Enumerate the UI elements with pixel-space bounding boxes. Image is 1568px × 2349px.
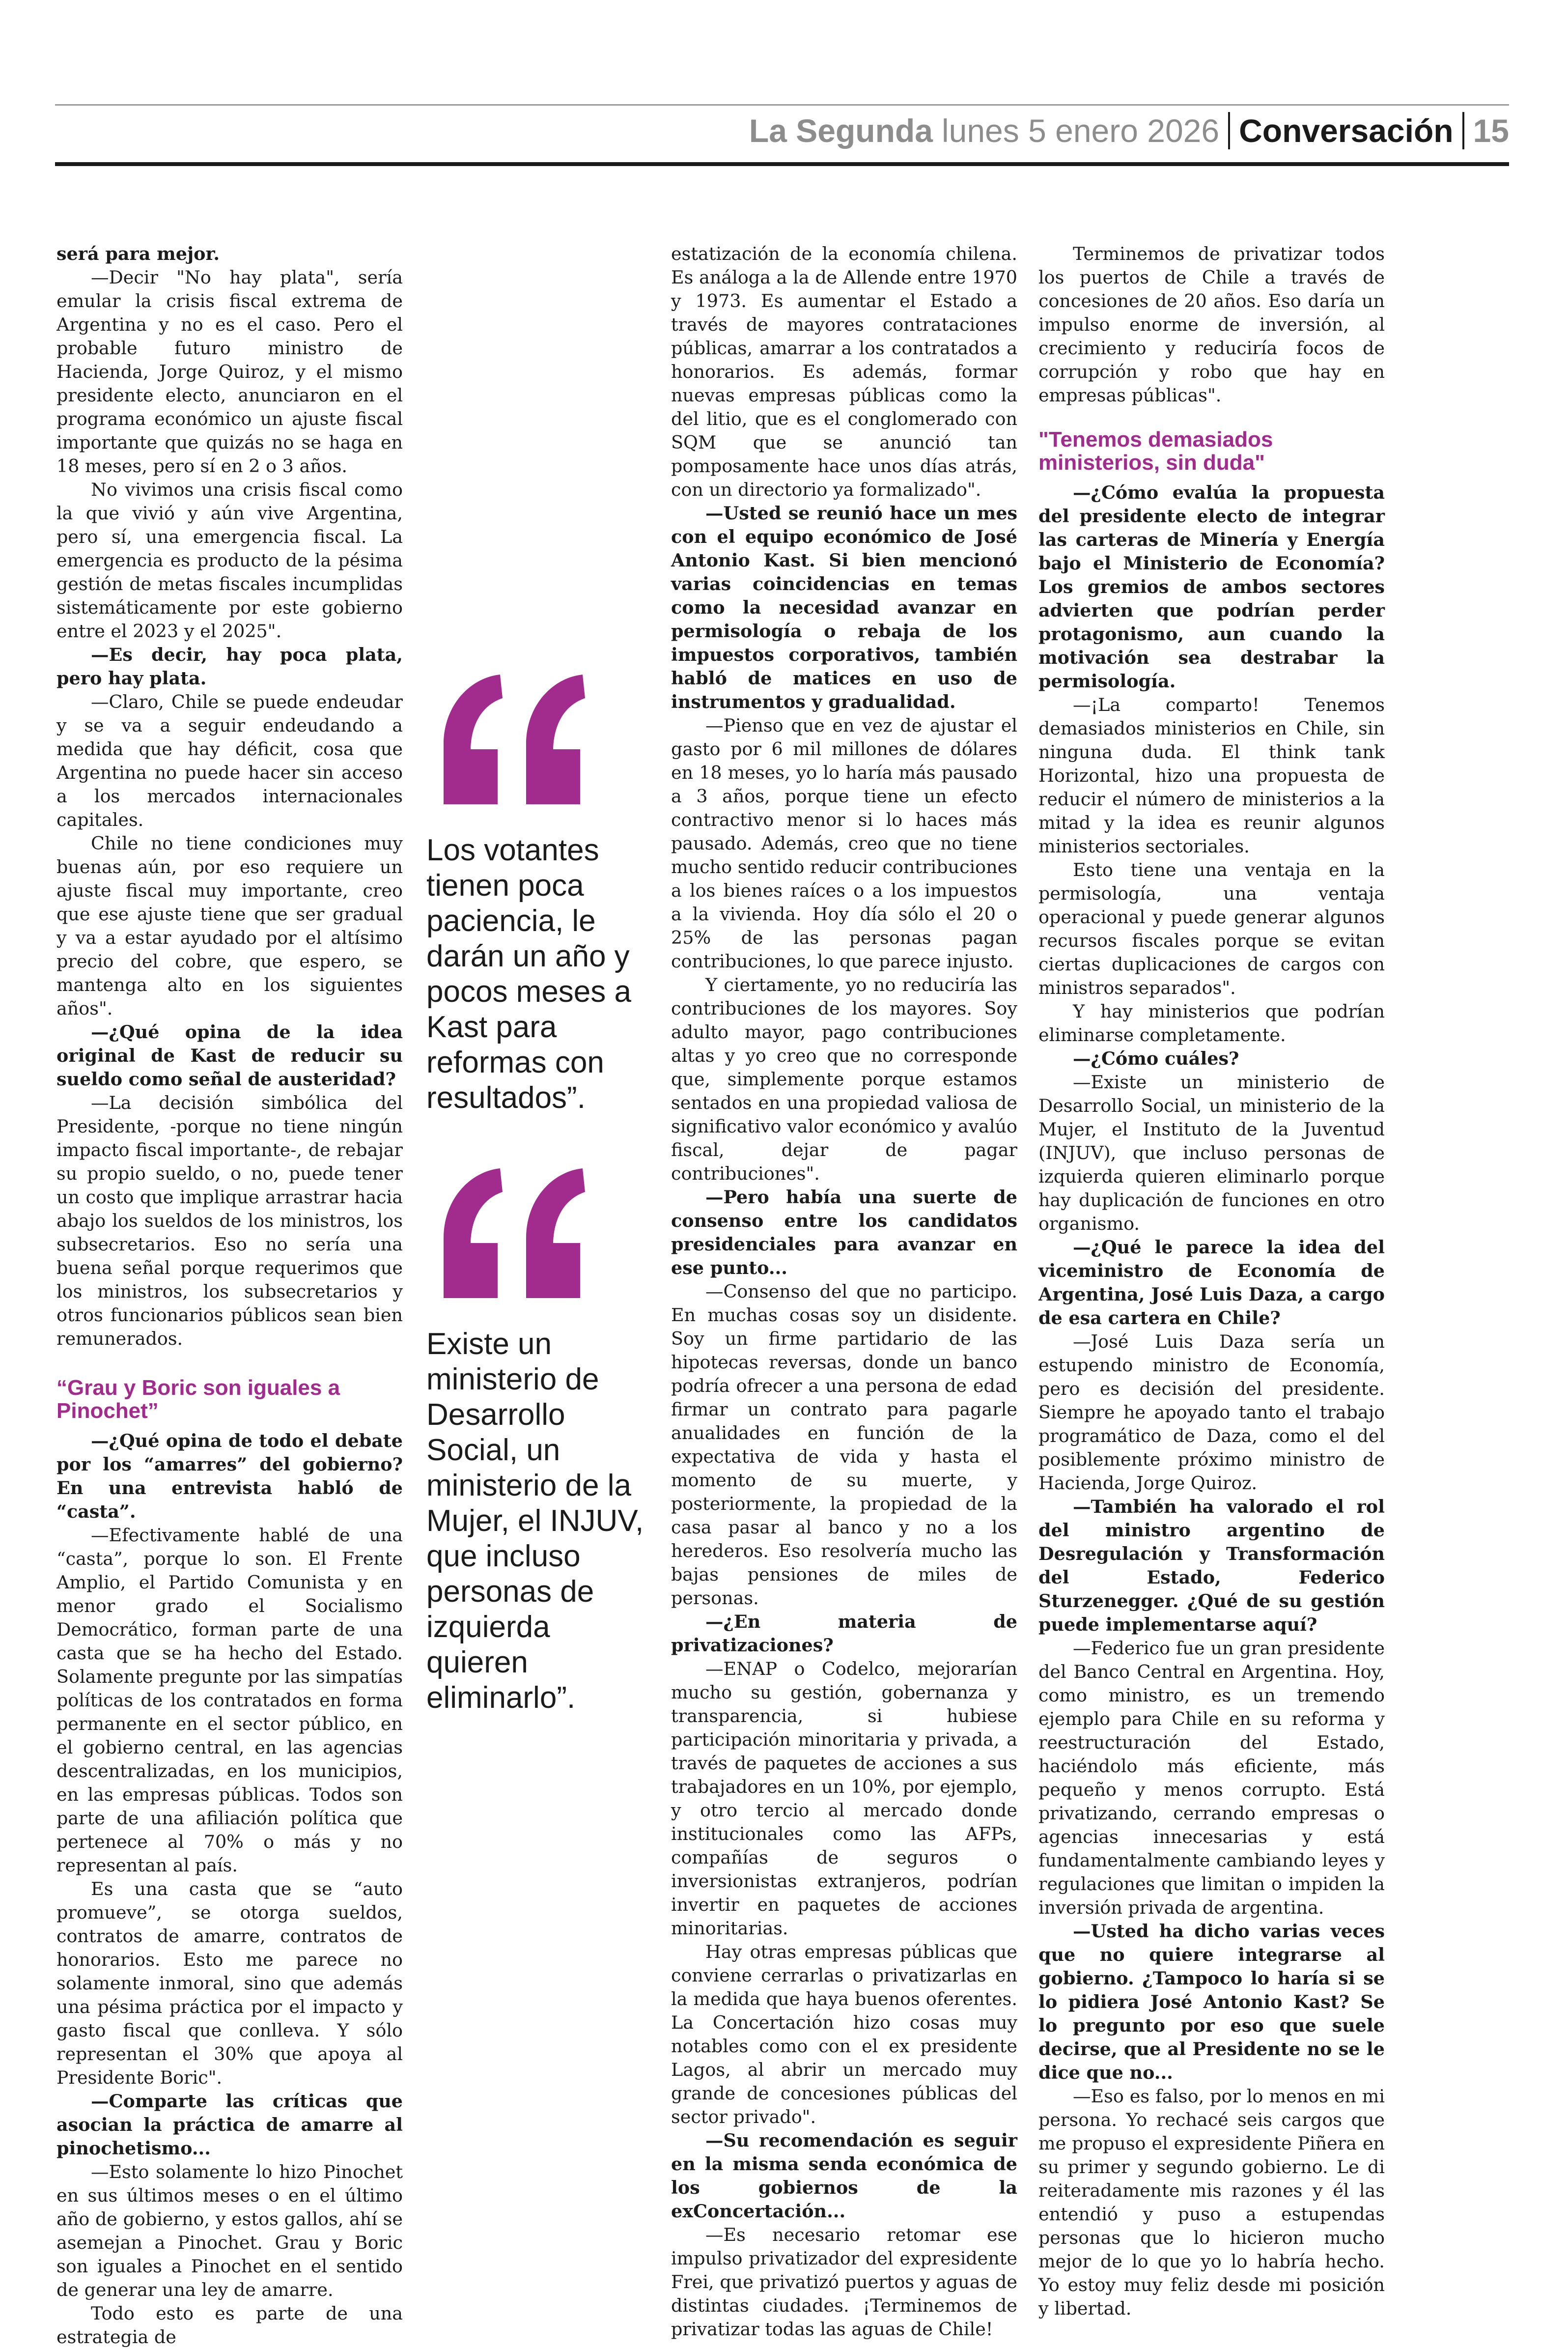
answer-paragraph: Esto tiene una ventaja en la permisología, una ventaja operacional y puede generar algunos recursos fiscales porque se evitan ciertas duplicaciones de cargos con ministros separados". [1038, 859, 1385, 998]
answer-continuation: estatización de la economía chilena. Es análoga a la de Allende entre 1970 y 1973. Es aumentar el Estado a través de mayores contrataciones públicas, amarrar a los contratados a honorarios. Es además, formar nuevas empresas públicas como la del litio, que es el conglomerado con SQM que se anunció tan pomposamente hace unos días atrás, con un directorio ya formalizado". [671, 243, 1017, 500]
quote-mark-icon [426, 666, 588, 813]
header-masthead [749, 112, 1509, 149]
newspaper-name: La Segunda [749, 113, 933, 149]
answer-paragraph: —Decir "No hay plata", sería emular la crisis fiscal extrema de Argentina y no es el caso. Pero el probable futuro ministro de Hacienda, Jorge Quiroz, y el mismo presidente electo, anunciaron en el programa económico un ajuste fiscal importante que quizás no se haga en 18 meses, pero sí en 2 o 3 años. [56, 267, 403, 477]
subheading: “Grau y Boric son iguales a Pinochet” [56, 1376, 340, 1423]
answer-paragraph: —La decisión simbólica del Presidente, -porque no tiene ningún impacto fiscal importante-, de rebajar su propio sueldo, o no, puede tener un costo que implique arrastrar hacia abajo los sueldos de los ministros, los subsecretarios. Eso no sería una buena señal porque requerimos que los ministros, los subsecretarios y otros funcionarios públicos sean bien remunerados. [56, 1092, 403, 1349]
page-number: 15 [1473, 113, 1509, 149]
pullquote-text: Los votantes tienen poca paciencia, le darán un año y pocos meses a Kast para reformas con resultados”. [426, 833, 631, 1115]
subheading: "Tenemos demasiados ministerios, sin duda" [1038, 427, 1273, 475]
page-header [55, 109, 1509, 163]
header-separator [1228, 112, 1230, 149]
header-rule [55, 162, 1509, 166]
answer-paragraph: —ENAP o Codelco, mejorarían mucho su gestión, gobernanza y transparencia, si hubiese participación minoritaria y privada, a través de paquetes de acciones a sus trabajadores en un 10%, por ejemplo, y otro tercio al mercado donde institucionales como las AFPs, compañías de seguros o inversionistas extranjeros, podrían invertir en paquetes de acciones minoritarias. [671, 1658, 1017, 1939]
article-column-2 [671, 242, 1017, 2341]
answer-paragraph: —Eso es falso, por lo menos en mi persona. Yo rechacé seis cargos que me propuso el expresidente Piñera en su primer y segundo gobierno. Le di reiteradamente mis razones y él las entendió y puso a estupendas personas que lo hicieron mucho mejor de lo que yo lo habría hecho. Yo estoy muy feliz desde mi posición y libertad. [1038, 2086, 1385, 2319]
answer-paragraph: Chile no tiene condiciones muy buenas aún, por eso requiere un ajuste fiscal muy importante, creo que ese ajuste tiene que ser gradual y va a estar ayudado por el altísimo precio del cobre, que espero, se mantenga alto en los siguientes años". [56, 833, 403, 1019]
answer-paragraph: —Efectivamente hablé de una “casta”, porque lo son. El Frente Amplio, el Partido Comunista y en menor grado el Socialismo Democrático, forman parte de una casta que se ha hecho del Estado. Solamente pregunte por las simpatías políticas de los contratados en forma permanente en el sector público, en el gobierno central, en las agencias descentralizadas, en los municipios, en las empresas públicas. Todos son parte de una afiliación política que pertenece al 70% o más y no representan al país. [56, 1525, 403, 1876]
answer-paragraph: —Consenso del que no participo. En muchas cosas soy un disidente. Soy un firme partidario de las hipotecas reversas, donde un banco podría ofrecer a una persona de edad firmar un contrato para pagarle anualidades en función de la expectativa de vida y hasta el momento de su muerte, y posteriormente, la propiedad de la casa pasar al banco y no a los herederos. Eso resolvería mucho las bajas pensiones de miles de personas. [671, 1281, 1017, 1609]
article-column-3 [1038, 242, 1385, 2321]
answer-paragraph: —Federico fue un gran presidente del Banco Central en Argentina. Hoy, como ministro, es un tremendo ejemplo para Chile en su reforma y reestructuración del Estado, haciéndolo más eficiente, más pequeño y menos corrupto. Está privatizando, cerrando empresas o agencias innecesarias y está fundamentalmente cambiando leyes y regulaciones que limitan o impiden la inversión privada de argentina. [1038, 1638, 1385, 1918]
interview-question: —¿Qué le parece la idea del viceministro de Economía de Argentina, José Luis Daza, a cargo de esa cartera en Chile? [1038, 1237, 1385, 1329]
answer-paragraph: Todo esto es parte de una estrategia de [56, 2303, 403, 2348]
pullquote-text: Existe un ministerio de Desarrollo Social, un ministerio de la Mujer, el INJUV, que incluso personas de izquierda quieren eliminarlo”. [426, 1327, 644, 1715]
interview-question: —Usted ha dicho varias veces que no quiere integrarse al gobierno. ¿Tampoco lo haría si se lo pidiera José Antonio Kast? Se lo pregunto por eso que suele decirse, que al Presidente no se le dice que no... [1038, 1921, 1385, 2083]
answer-paragraph: —Esto solamente lo hizo Pinochet en sus últimos meses o en el último año de gobierno, y estos gallos, ahí se asemejan a Pinochet. Grau y Boric son iguales a Pinochet en el sentido de generar una ley de amarre. [56, 2161, 403, 2300]
answer-paragraph: —¡La comparto! Tenemos demasiados ministerios en Chile, sin ninguna duda. El think tank Horizontal, hizo una propuesta de reducir el número de ministerios a la mitad y la idea es reunir algunos ministerios sectoriales. [1038, 694, 1385, 857]
interview-question: —¿Qué opina de todo el debate por los “amarres” del gobierno? En una entrevista habló de “casta”. [56, 1430, 403, 1522]
interview-question: —Pero había una suerte de consenso entre los candidatos presidenciales para avanzar en ese punto... [671, 1187, 1017, 1278]
pullquote-2 [426, 1160, 647, 1716]
answer-paragraph: Es una casta que se “auto promueve”, se otorga sueldos, contratos de amarre, contratos de honorarios. Esto me parece no solamente inmoral, sino que además una pésima práctica por el impacto y gasto fiscal que conlleva. Y sólo representan el 30% que apoya al Presidente Boric". [56, 1878, 403, 2088]
interview-question: —¿En materia de privatizaciones? [671, 1611, 1017, 1656]
interview-question: —Es decir, hay poca plata, pero hay plata. [56, 644, 403, 689]
answer-paragraph: —Existe un ministerio de Desarrollo Social, un ministerio de la Mujer, el Instituto de la Juventud (INJUV), que incluso personas de izquierda quieren eliminarlo porque hay duplicación de funciones en otro organismo. [1038, 1072, 1385, 1234]
answer-paragraph: Y hay ministerios que podrían eliminarse completamente. [1038, 1001, 1385, 1046]
interview-question: —Comparte las críticas que asocian la práctica de amarre al pinochetismo... [56, 2091, 403, 2159]
header-separator [1462, 112, 1464, 149]
quote-mark-icon [426, 1160, 588, 1307]
pullquote-1 [426, 666, 647, 1116]
issue-date: lunes 5 enero 2026 [941, 113, 1220, 149]
answer-paragraph: —José Luis Daza sería un estupendo ministro de Economía, pero es decisión del presidente. Siempre he apoyado tanto el trabajo programático de Daza, como el del posiblemente próximo ministro de Hacienda, Jorge Quiroz. [1038, 1331, 1385, 1494]
answer-paragraph: Hay otras empresas públicas que conviene cerrarlas o privatizarlas en la medida que haya buenos oferentes. La Concertación hizo cosas muy notables como con el ex presidente Lagos, al abrir un mercado muy grande de concesiones públicas del sector privado". [671, 1941, 1017, 2127]
interview-question: —¿Cómo evalúa la propuesta del presidente electo de integrar las carteras de Minería y Energía bajo el Ministerio de Economía? Los gremios de ambos sectores advierten que podrían perder protagonismo, aun cuando la motivación sea destrabar la permisología. [1038, 482, 1385, 692]
interview-question: —¿Qué opina de la idea original de Kast de reducir su sueldo como señal de austeridad? [56, 1021, 403, 1090]
interview-question: —Usted se reunió hace un mes con el equipo económico de José Antonio Kast. Si bien mencionó varias coincidencias en temas como la necesidad avanzar en permisología o rebaja de los impuestos corporativos, también habló de matices en uso de instrumentos y gradualidad. [671, 503, 1017, 712]
answer-paragraph: Y ciertamente, yo no reduciría las contribuciones de los mayores. Soy adulto mayor, pago contribuciones altas y yo creo que no corresponde que, simplemente porque estamos sentados en una propiedad valiosa de significativo valor económico y avalúo fiscal, dejar de pagar contribuciones". [671, 974, 1017, 1184]
top-divider [55, 104, 1509, 106]
answer-paragraph: —Pienso que en vez de ajustar el gasto por 6 mil millones de dólares en 18 meses, yo lo haría más pausado a 3 años, porque tiene un efecto contractivo menor si lo haces más pausado. Además, creo que no tiene mucho sentido reducir contribuciones a los bienes raíces o a los impuestos a la vivienda. Hoy día sólo el 20 o 25% de las personas pagan contribuciones, lo que parece injusto. [671, 715, 1017, 972]
interview-question: será para mejor. [56, 243, 220, 264]
interview-question: —¿Cómo cuáles? [1073, 1048, 1239, 1069]
answer-paragraph: —Es necesario retomar ese impulso privatizador del expresidente Frei, que privatizó puertos y aguas de distintas ciudades. ¡Terminemos de privatizar todas las aguas de Chile! [671, 2224, 1017, 2340]
interview-question: —Su recomendación es seguir en la misma senda económica de los gobiernos de la exConcertación... [671, 2130, 1017, 2222]
answer-paragraph: No vivimos una crisis fiscal como la que vivió y aún vive Argentina, pero sí, una emergencia fiscal. La emergencia es producto de la pésima gestión de metas fiscales incumplidas sistemáticamente por este gobierno entre el 2023 y el 2025". [56, 479, 403, 642]
section-name: Conversación [1239, 113, 1454, 149]
answer-paragraph: Terminemos de privatizar todos los puertos de Chile a través de concesiones de 20 años. Eso daría un impulso enorme de inversión, al crecimiento y reduciría focos de corrupción y robo que hay en empresas públicas". [1038, 243, 1385, 406]
interview-question: —También ha valorado el rol del ministro argentino de Desregulación y Transformación del Estado, Federico Sturzenegger. ¿Qué de su gestión puede implementarse aquí? [1038, 1496, 1385, 1635]
answer-paragraph: —Claro, Chile se puede endeudar y se va a seguir endeudando a medida que hay déficit, cosa que Argentina no puede hacer sin acceso a los mercados internacionales capitales. [56, 691, 403, 830]
